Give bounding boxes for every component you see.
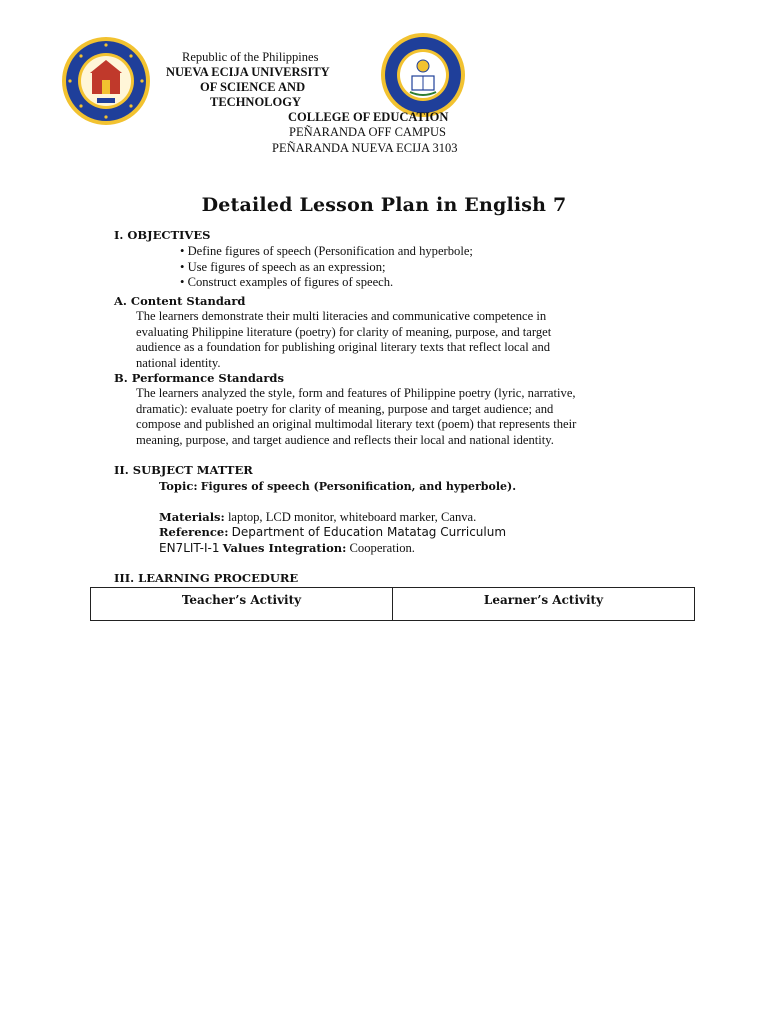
table-header-row [91,588,695,621]
objective-item: • Use figures of speech as an expression; [180,260,473,276]
university-name-line2: OF SCIENCE AND [200,80,306,94]
content-standard-text [136,309,551,371]
values-integration-label: Values Integration: [222,541,347,555]
paragraph-line: meaning, purpose, and target audience and reflects their local and national identity. [136,432,554,447]
performance-standards-heading: B. Performance Standards [114,371,284,385]
content-standard-heading: A. Content Standard [114,294,246,308]
reference-value: Department of Education Matatag Curriculum [231,525,507,539]
learning-procedure-heading: III. LEARNING PROCEDURE [114,571,299,585]
college-name: COLLEGE OF EDUCATION [288,110,449,124]
reference-row [159,525,506,541]
code-values-row [159,541,415,557]
objectives-list [180,244,473,291]
republic-text: Republic of the Philippines [182,50,319,64]
performance-standards-text [136,386,576,448]
materials-value: laptop, LCD monitor, whiteboard marker, Canva. [227,510,477,524]
paragraph-line: audience as a foundation for publishing original literary texts that reflect local and [136,340,551,355]
materials-row [159,510,476,526]
objective-item: • Define figures of speech (Personification and hyperbole; [180,244,473,260]
topic-row [159,479,516,495]
objectives-heading: I. OBJECTIVES [114,228,211,242]
university-seal-logo [61,36,151,126]
learner-activity-header: Learner’s Activity [393,588,695,621]
paragraph-line: The learners analyzed the style, form and features of Philippine poetry (lyric, narrative, [136,386,576,400]
learning-procedure-table [90,587,695,621]
objective-item: • Construct examples of figures of speech. [180,275,473,291]
paragraph-line: compose and published an original multimodal literary text (poem) that represents their [136,417,577,432]
reference-label: Reference: [159,525,229,539]
university-name-line1: NUEVA ECIJA UNIVERSITY [166,65,330,79]
topic-label: Topic: [159,479,198,493]
competency-code: EN7LIT-I-1 [159,541,220,555]
university-name-line3: TECHNOLOGY [210,95,301,109]
teacher-activity-header: Teacher’s Activity [91,588,393,621]
college-seal-logo [380,32,466,118]
campus-name: PEÑARANDA OFF CAMPUS [289,125,446,139]
paragraph-line: evaluating Philippine literature (poetry) for clarity of meaning, purpose, and target [136,324,552,339]
paragraph-line: The learners demonstrate their multi literacies and communicative competence in [136,309,547,323]
paragraph-line: dramatic): evaluate poetry for clarity of meaning, purpose and target audience; and [136,401,554,416]
paragraph-line: national identity. [136,355,221,370]
subject-matter-heading: II. SUBJECT MATTER [114,463,253,477]
document-title: Detailed Lesson Plan in English 7 [201,194,567,216]
campus-address: PEÑARANDA NUEVA ECIJA 3103 [272,141,458,155]
materials-label: Materials: [159,510,225,524]
topic-value: Figures of speech (Personification, and hyperbole). [200,480,517,493]
values-integration-value: Cooperation. [349,541,415,555]
